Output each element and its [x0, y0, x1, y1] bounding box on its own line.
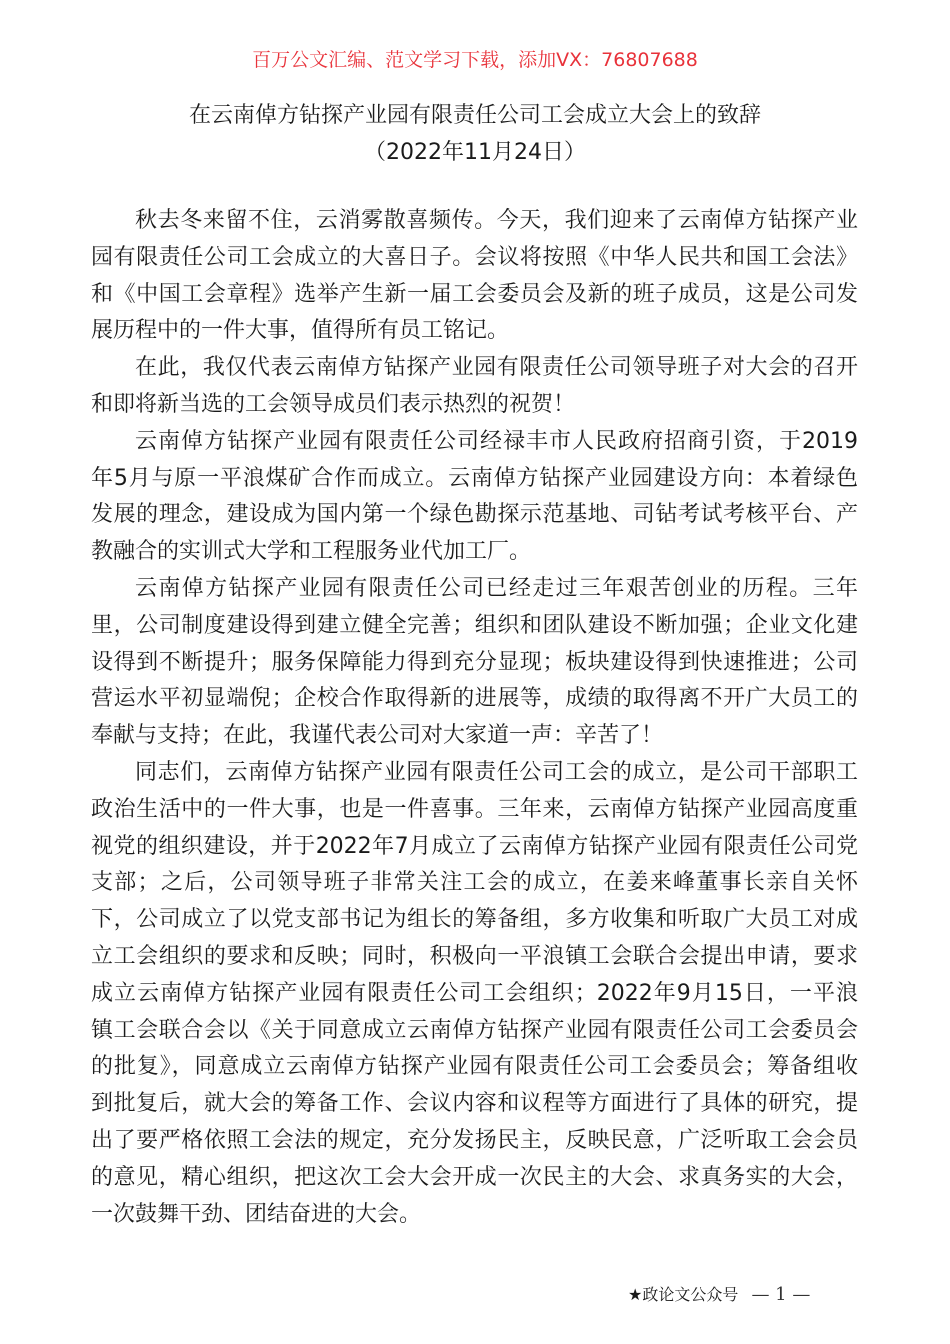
paragraph-line: 视党的组织建设，并于2022年7月成立了云南倬方钻探产业园有限责任公司党	[91, 833, 858, 859]
paragraph-line: 发展的理念，建设成为国内第一个绿色勘探示范基地、司钻考试考核平台、产	[91, 502, 858, 528]
paragraph	[91, 755, 858, 1233]
document-date: （2022年11月24日）	[364, 140, 586, 165]
paragraph-line: 到批复后，就大会的筹备工作、会议内容和议程等方面进行了具体的研究，提	[91, 1091, 858, 1117]
paragraph-line: 园有限责任公司工会成立的大喜日子。会议将按照《中华人民共和国工会法》	[91, 244, 858, 270]
paragraph-line: 和《中国工会章程》选举产生新一届工会委员会及新的班子成员，这是公司发	[91, 281, 858, 307]
paragraph-line: 云南倬方钻探产业园有限责任公司已经走过三年艰苦创业的历程。三年	[135, 575, 858, 601]
document-title: 在云南倬方钻探产业园有限责任公司工会成立大会上的致辞	[188, 103, 761, 128]
paragraph-line: 镇工会联合会以《关于同意成立云南倬方钻探产业园有限责任公司工会委员会	[91, 1017, 858, 1043]
paragraph-line: 云南倬方钻探产业园有限责任公司经禄丰市人民政府招商引资，于2019	[135, 428, 858, 454]
paragraph-line: 立工会组织的要求和反映；同时，积极向一平浪镇工会联合会提出申请，要求	[91, 943, 858, 969]
paragraph-line: 的意见，精心组织，把这次工会大会开成一次民主的大会、求真务实的大会，	[91, 1164, 858, 1190]
document-title-block	[0, 97, 950, 171]
paragraph-line: 和即将新当选的工会领导成员们表示热烈的祝贺！	[91, 391, 576, 417]
footer-source: ★政论文公众号	[628, 1285, 739, 1304]
paragraph-line: 成立云南倬方钻探产业园有限责任公司工会组织；2022年9月15日，一平浪	[91, 980, 858, 1006]
page-number: — 1 —	[751, 1284, 811, 1305]
paragraph	[91, 203, 858, 350]
paragraph-line: 展历程中的一件大事，值得所有员工铭记。	[91, 318, 510, 344]
paragraph-line: 教融合的实训式大学和工程服务业代加工厂。	[91, 539, 532, 565]
paragraph-line: 年5月与原一平浪煤矿合作而成立。云南倬方钻探产业园建设方向：本着绿色	[91, 465, 858, 491]
paragraph-line: 设得到不断提升；服务保障能力得到充分显现；板块建设得到快速推进；公司	[91, 649, 858, 675]
paragraph-line: 支部；之后，公司领导班子非常关注工会的成立，在姜来峰董事长亲自关怀	[91, 870, 858, 896]
paragraph-line: 的批复》，同意成立云南倬方钻探产业园有限责任公司工会委员会；筹备组收	[91, 1054, 858, 1080]
paragraph-line: 里，公司制度建设得到建立健全完善；组织和团队建设不断加强；企业文化建	[91, 612, 858, 638]
document-body	[91, 203, 858, 1233]
paragraph-line: 营运水平初显端倪；企校合作取得新的进展等，成绩的取得离不开广大员工的	[91, 686, 858, 712]
paragraph	[91, 350, 858, 424]
paragraph-line: 出了要严格依照工会法的规定，充分发扬民主，反映民意，广泛听取工会会员	[91, 1127, 858, 1153]
paragraph-line: 一次鼓舞干劲、团结奋进的大会。	[91, 1201, 422, 1227]
paragraph-line: 下，公司成立了以党支部书记为组长的筹备组，多方收集和听取广大员工对成	[91, 907, 858, 933]
paragraph	[91, 424, 858, 571]
paragraph-line: 在此，我仅代表云南倬方钻探产业园有限责任公司领导班子对大会的召开	[135, 355, 858, 381]
paragraph-line: 同志们，云南倬方钻探产业园有限责任公司工会的成立，是公司干部职工	[135, 759, 858, 785]
paragraph-line: 政治生活中的一件大事，也是一件喜事。三年来，云南倬方钻探产业园高度重	[91, 796, 858, 822]
page-footer	[628, 1282, 810, 1308]
paragraph	[91, 571, 858, 755]
paragraph-line: 秋去冬来留不住，云消雾散喜频传。今天，我们迎来了云南倬方钻探产业	[135, 208, 858, 233]
watermark-banner: 百万公文汇编、范文学习下载，添加VX：76807688	[252, 49, 698, 71]
paragraph-line: 奉献与支持；在此，我谨代表公司对大家道一声：辛苦了！	[91, 723, 664, 749]
